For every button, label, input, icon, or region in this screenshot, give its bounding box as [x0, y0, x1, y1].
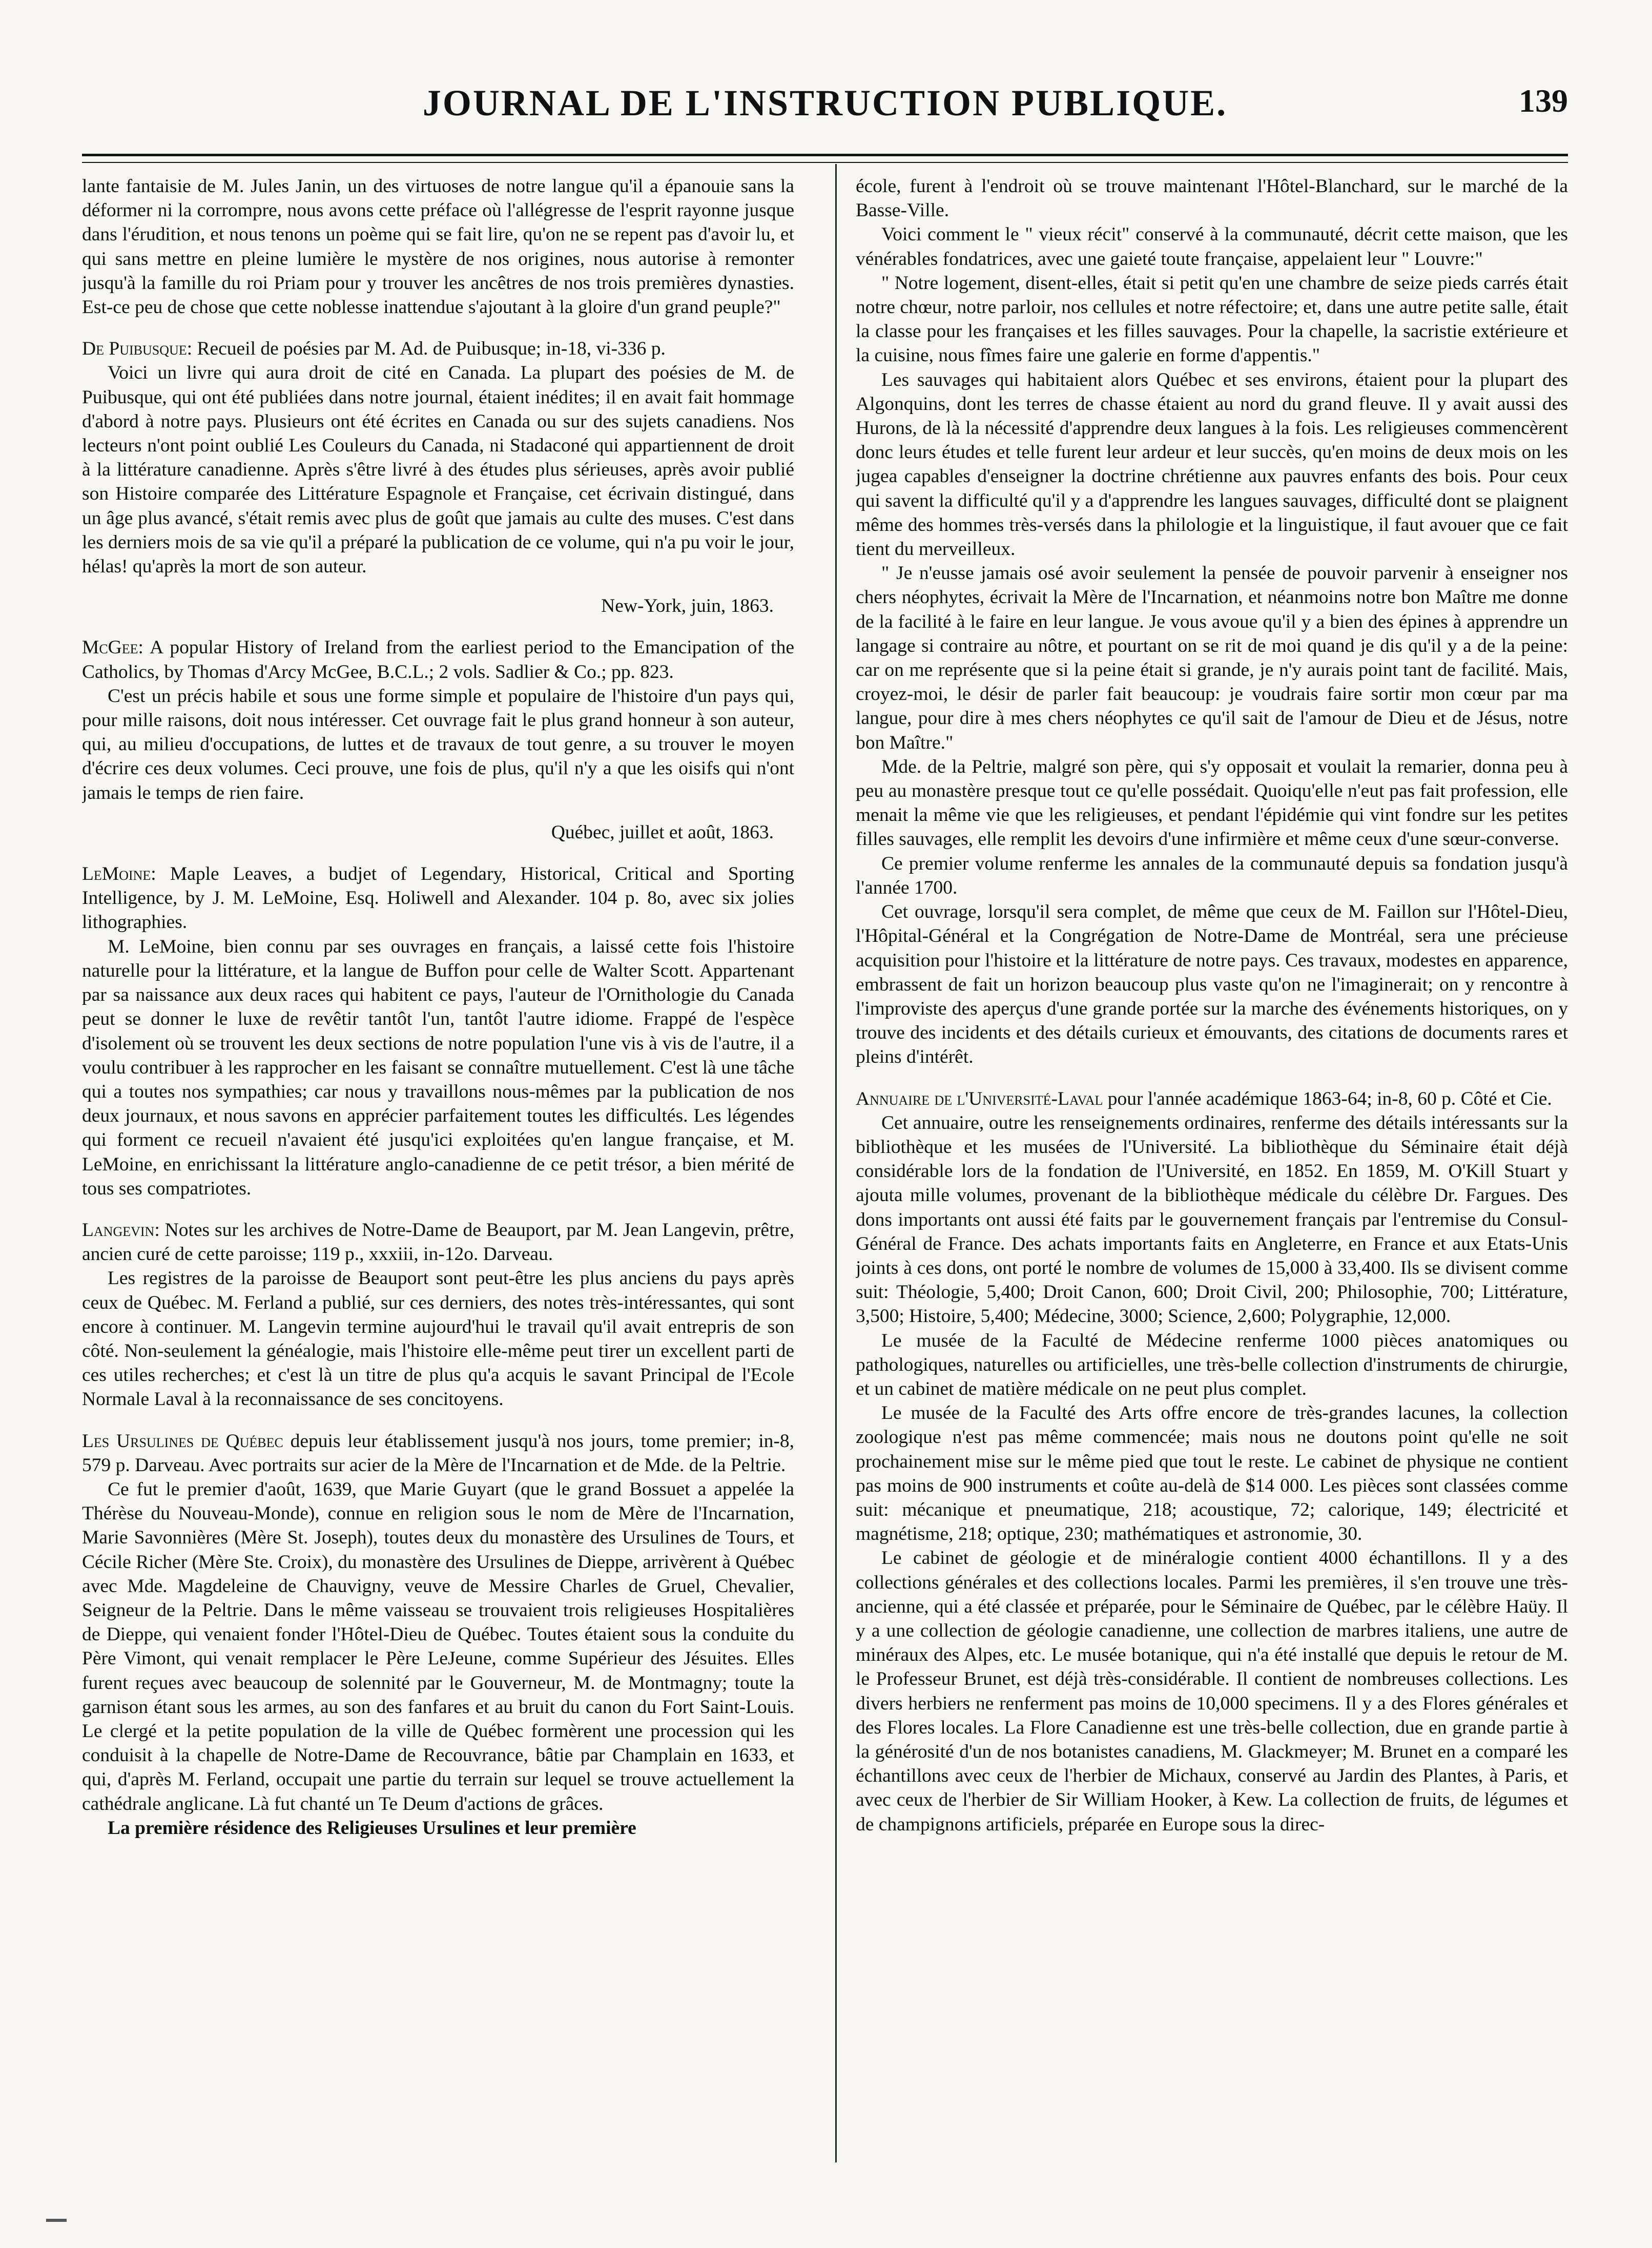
paragraph: lante fantaisie de M. Jules Janin, un des virtuoses de notre langue qu'il a épanouie sans la déformer ni la corrompre, nous avons cette préface où l'allégresse de l'esprit rayonne jusque dans l'érudition, et nous tenons un poème qui se fait lire, qu'on ne se repent pas d'avoir lu, et qui sans mettre en pleine lumière le mystère de nos origines, nous autorise à remonter jusqu'à la famille du roi Priam pour y trouver les ancêtres de nos trois premières dynasties. Est-ce peu de chose que cette noblesse inattendue s'ajoutant à la gloire d'un grand peuple?" — [82, 176, 794, 318]
footer-mark — [46, 2219, 67, 2222]
journal-title: JOURNAL DE L'INSTRUCTION PUBLIQUE. — [422, 83, 1228, 123]
paragraph: C'est un précis habile et sous une forme simple et populaire de l'histoire d'un pays qui, pour mille raisons, doit nous intéresser. Cet ouvrage fait le plus grand honneur à son auteur, qui, au milieu d'occupations, de luttes et de travaux de tout genre, a su trouver le moyen d'écrire ces deux volumes. Ceci prouve, une fois de plus, qu'il n'y a que les oisifs qui n'ont jamais le temps de rien faire. — [82, 685, 794, 803]
header-rule-thin — [82, 162, 1568, 163]
paragraph: Le musée de la Faculté des Arts offre encore de très-grandes lacunes, la collection zoologique n'est pas même commencée; mais nous ne doutons point qu'elle ne soit prochainement mise sur le même pied que tout le reste. Le cabinet de physique ne contient pas moins de 900 instruments et coûte au-delà de $14 000. Les pièces sont classées comme suit: mécanique et pneumatique, 218; acoustique, 72; calorique, 149; électricité et magnétisme, 218; optique, 230; mathématiques et astronomie, 30. — [856, 1403, 1568, 1545]
entry-heading: McGee — [82, 637, 138, 658]
paragraph: Ce premier volume renferme les annales de la communauté depuis sa fondation jusqu'à l'année 1700. — [856, 853, 1568, 898]
paragraph: Voici un livre qui aura droit de cité en Canada. La plupart des poésies de M. de Puibusque, qui ont été publiées dans notre journal, étaient inédites; il en avait fait hommage d'abord à notre pays. Plusieurs ont été écrites en Canada ou sur des sujets canadiens. Nos lecteurs n'ont point oublié Les Couleurs du Canada, ni Stadaconé qui appartiennent de droit à la littérature canadienne. Après s'être livré à des études plus sérieuses, après avoir publié son Histoire comparée des Littérature Espagnole et Française, cet écrivain distingué, dans un âge plus avancé, s'était remis avec plus de goût que jamais au culte des muses. C'est dans les derniers mois de sa vie qu'il a préparé la publication de ce volume, qui n'a pu voir le jour, hélas! qu'après la mort de son auteur. — [82, 362, 794, 578]
dateline: New-York, juin, 1863. — [601, 595, 774, 617]
entry-heading: Langevin — [82, 1219, 155, 1241]
entry-reference: : Maple Leaves, a budjet of Legendary, Historical, Critical and Sporting Intelligence, by J. M. LeMoine, Esq. Holiwell and Alexander. 104 p. 8o, avec six jolies lithographies. — [82, 863, 794, 933]
review-entry-ursulines — [82, 1429, 794, 1477]
review-entry-annuaire — [856, 1087, 1568, 1111]
paragraph: La première résidence des Religieuses Ursulines et leur première — [108, 1817, 636, 1839]
dateline: Québec, juillet et août, 1863. — [551, 821, 774, 843]
paragraph: Les sauvages qui habitaient alors Québec et ses environs, étaient pour la plupart des Algonquins, dont les terres de chasse étaient au nord du grand fleuve. Il y avait aussi des Hurons, de là la nécessité d'apprendre deux langues à la fois. Les religieuses commencèrent donc leurs études et telle furent leur ardeur et leur succès, qu'en moins de deux mois on les jugea capables d'enseigner la doctrine chrétienne aux pauvres enfants des bois. Pour ceux qui savent la difficulté qu'il y a d'apprendre les langues sauvages, difficulté dont se plaignent même des hommes très-versés dans la philologie et la linguistique, il faut avouer que ce fait tient du merveilleux. — [856, 369, 1568, 560]
entry-reference: pour l'année académique 1863-64; in-8, 60 p. Côté et Cie. — [1103, 1088, 1552, 1109]
paragraph: école, furent à l'endroit où se trouve maintenant l'Hôtel-Blanchard, sur le marché de la Basse-Ville. — [856, 176, 1568, 221]
review-entry-puibusque — [82, 337, 794, 361]
entry-heading: LeMoine — [82, 863, 151, 885]
entry-heading: Les Ursulines de Québec — [82, 1430, 283, 1452]
review-entry-langevin — [82, 1218, 794, 1266]
paragraph: M. LeMoine, bien connu par ses ouvrages en français, a laissé cette fois l'histoire naturelle pour la littérature, et la langue de Buffon pour celle de Walter Scott. Appartenant par sa naissance aux deux races qui habitent ce pays, l'auteur de l'Ornithologie du Canada peut se donner le luxe de revêtir tantôt l'un, tantôt l'autre idiome. Frappé de l'espèce d'isolement où se trouvent les deux sections de notre population l'une vis à vis de l'autre, il a voulu contribuer à les rapprocher en les faisant se connaître mutuellement. C'est là une tâche qui a toutes nos sympathies; car nous y travaillons nous-mêmes par la publication de nos deux journaux, et nous savons en apprécier parfaitement toutes les difficultés. Les légendes qui forment ce recueil n'avaient été jusqu'ici exploitées qu'en langue française, et M. LeMoine, en enrichissant la littérature anglo-canadienne de ce petit trésor, a bien mérité de tous ses compatriotes. — [82, 936, 794, 1199]
paragraph: Cet annuaire, outre les renseignements ordinaires, renferme des détails intéressants sur la bibliothèque et les musées de l'Université. La bibliothèque du Séminaire était déjà considérable lors de la fondation de l'Université, en 1852. En 1859, M. O'Kill Stuart y ajouta mille volumes, provenant de la bibliothèque médicale du célèbre Dr. Fargues. Des dons importants ont aussi été faits par le gouvernement français par l'entremise du Consul-Général de France. Des achats importants faits en Angleterre, en France et aux Etats-Unis joints à ces dons, ont porté le nombre de volumes de 15,000 à 33,400. Ils se divisent comme suit: Théologie, 5,400; Droit Canon, 600; Droit Civil, 200; Philosophie, 700; Littérature, 3,500; Histoire, 5,400; Médecine, 3000; Science, 2,600; Polygraphie, 12,000. — [856, 1112, 1568, 1327]
entry-heading: Annuaire de l'Université-Laval — [856, 1088, 1103, 1109]
quotation: " Je n'eusse jamais osé avoir seulement la pensée de pouvoir parvenir à enseigner nos chers néophytes, écrivait la Mère de l'Incarnation, et néanmoins notre bon Maître me donne de la facilité à le faire en leur langue. Je vous avoue qu'il y a bien des épines à apprendre un langage si contraire au nôtre, et pourtant on se rit de moi quand je dis qu'il y a de la peine: car on me représente que si la peine était si grande, je n'y aurais point tant de facilité. Mais, croyez-moi, le désir de parler fait beaucoup: je voudrais faire sortir mon cœur par ma langue, pour dire à mes chers néophytes ce qu'il sait de l'amour de Dieu et de Jésus, notre bon Maître." — [856, 563, 1568, 753]
entry-heading: De Puibusque — [82, 338, 187, 360]
review-entry-lemoine — [82, 862, 794, 935]
paragraph: Mde. de la Peltrie, malgré son père, qui s'y opposait et voulait la remarier, donna peu à peu au monastère presque tout ce qu'elle possédait. Quoiqu'elle n'eut pas fait profession, elle menait la même vie que les religieuses, et pendant l'épidémie qui vint fondre sur les petites filles sauvages, elle remplit les devoirs d'une infirmière et même ceux d'une sœur-converse. — [856, 756, 1568, 850]
paragraph: Cet ouvrage, lorsqu'il sera complet, de même que ceux de M. Faillon sur l'Hôtel-Dieu, l'Hôpital-Général et la Congrégation de Notre-Dame de Montréal, sera une précieuse acquisition pour l'histoire et la littérature de notre pays. Ces travaux, modestes en apparence, embrassent de fait un horizon beaucoup plus vaste qu'on ne l'imaginerait; on y rencontre à l'improviste des aperçus d'une grande portée sur la marche des événements historiques, on y trouve des incidents et des détails curieux et émouvants, des citations de documents rares et pleins d'intérêt. — [856, 901, 1568, 1068]
left-column — [82, 174, 794, 2162]
review-entry-mcgee — [82, 635, 794, 684]
paragraph: Le cabinet de géologie et de minéralogie contient 4000 échantillons. Il y a des collections générales et des collections locales. Parmi les premières, il s'en trouve une très-ancienne, qui a été classée et préparée, pour le Séminaire de Québec, par le célèbre Haüy. Il y a une collection de géologie canadienne, une collection de marbres italiens, une autre de minéraux des Alpes, etc. Le musée botanique, qui n'a été installé que depuis le retour de M. le Professeur Brunet, est déjà très-considérable. Il contient de nombreuses collections. Les divers herbiers ne renferment pas moins de 10,000 specimens. Il y a des Flores générales et des Flores locales. La Flore Canadienne est une très-belle collection, due en grande partie à la générosité d'un de nos botanistes canadiens, M. Glackmeyer; M. Brunet en a comparé les échantillons avec ceux de l'herbier de Michaux, conservé au Jardin des Plantes, à Paris, et avec ceux de l'herbier de Sir William Hooker, à Kew. La collection de fruits, de légumes et de champignons artificiels, préparée en Europe sous la direc- — [856, 1548, 1568, 1835]
paragraph: Ce fut le premier d'août, 1639, que Marie Guyart (que le grand Bossuet a appelée la Thérèse du Nouveau-Monde), connue en religion sous le nom de Mère de l'Incarnation, Marie Savonnières (Mère St. Joseph), toutes deux du monastère des Ursulines de Tours, et Cécile Richer (Mère Ste. Croix), du monastère des Ursulines de Dieppe, arrivèrent à Québec avec Mde. Magdeleine de Chauvigny, veuve de Messire Charles de Gruel, Chevalier, Seigneur de la Peltrie. Dans le même vaisseau se trouvaient trois religieuses Hospitalières de Dieppe, qui venaient fonder l'Hôtel-Dieu de Québec. Toutes étaient sous la conduite du Père Vimont, qui venait remplacer le Père LeJeune, comme Supérieur des Jésuites. Elles furent reçues avec beaucoup de solennité par le Gouverneur, M. de Montmagny; toute la garnison étant sous les armes, au son des fanfares et au bruit du canon du Fort Saint-Louis. Le clergé et la petite population de la ville de Québec formèrent une procession qui les conduisit à la chapelle de Notre-Dame de Recouvrance, bâtie par Champlain en 1633, et qui, d'après M. Ferland, occupait une partie du terrain sur lequel se trouve actuellement la cathédrale anglicane. Là fut chanté un Te Deum d'actions de grâces. — [82, 1478, 794, 1814]
page-header — [82, 77, 1568, 138]
page-number: 139 — [1519, 83, 1568, 119]
quotation: " Notre logement, disent-elles, était si petit qu'en une chambre de seize pieds carrés était notre chœur, notre parloir, nos cellules et notre réfectoire; et, dans une autre petite salle, était la classe pour les françaises et les filles sauvages. Pour la chapelle, la sacristie extérieure et la cuisine, nous fîmes faire une galerie en forme d'appentis." — [856, 272, 1568, 366]
header-rule-thick — [82, 154, 1568, 156]
entry-reference: : A popular History of Ireland from the earliest period to the Emancipation of the Catholics, by Thomas d'Arcy McGee, B.C.L.; 2 vols. Sadlier & Co.; pp. 823. — [82, 637, 794, 683]
column-divider — [835, 164, 837, 2162]
right-column — [856, 174, 1568, 2162]
entry-reference: : Notes sur les archives de Notre-Dame de Beauport, par M. Jean Langevin, prêtre, ancien curé de cette paroisse; 119 p., xxxiii, in-12o. Darveau. — [82, 1219, 794, 1265]
paragraph: Voici comment le " vieux récit" conservé à la communauté, décrit cette maison, que les vénérables fondatrices, avec une gaieté toute française, appelaient leur " Louvre:" — [856, 224, 1568, 270]
paragraph: Le musée de la Faculté de Médecine renferme 1000 pièces anatomiques ou pathologiques, naturelles ou artificielles, une très-belle collection d'instruments de chirurgie, et un cabinet de matière médicale on ne peut plus complet. — [856, 1330, 1568, 1399]
paragraph: Les registres de la paroisse de Beauport sont peut-être les plus anciens du pays après ceux de Québec. M. Ferland a publié, sur ces derniers, des notes très-intéressantes, qui sont encore à continuer. M. Langevin termine aujourd'hui le travail qu'il avait entrepris de son côté. Non-seulement la généalogie, mais l'histoire elle-même peut tirer un excellent parti de ces utiles recherches; et c'est là un titre de plus qu'a acquis le savant Principal de l'Ecole Normale Laval à la reconnaissance de ses concitoyens. — [82, 1268, 794, 1410]
entry-reference: : Recueil de poésies par M. Ad. de Puibusque; in-18, vi-336 p. — [187, 338, 666, 360]
entry-reference: depuis leur établissement jusqu'à nos jours, tome premier; in-8, 579 p. Darveau. Avec portraits sur acier de la Mère de l'Incarnation et de Mde. de la Peltrie. — [82, 1430, 794, 1476]
